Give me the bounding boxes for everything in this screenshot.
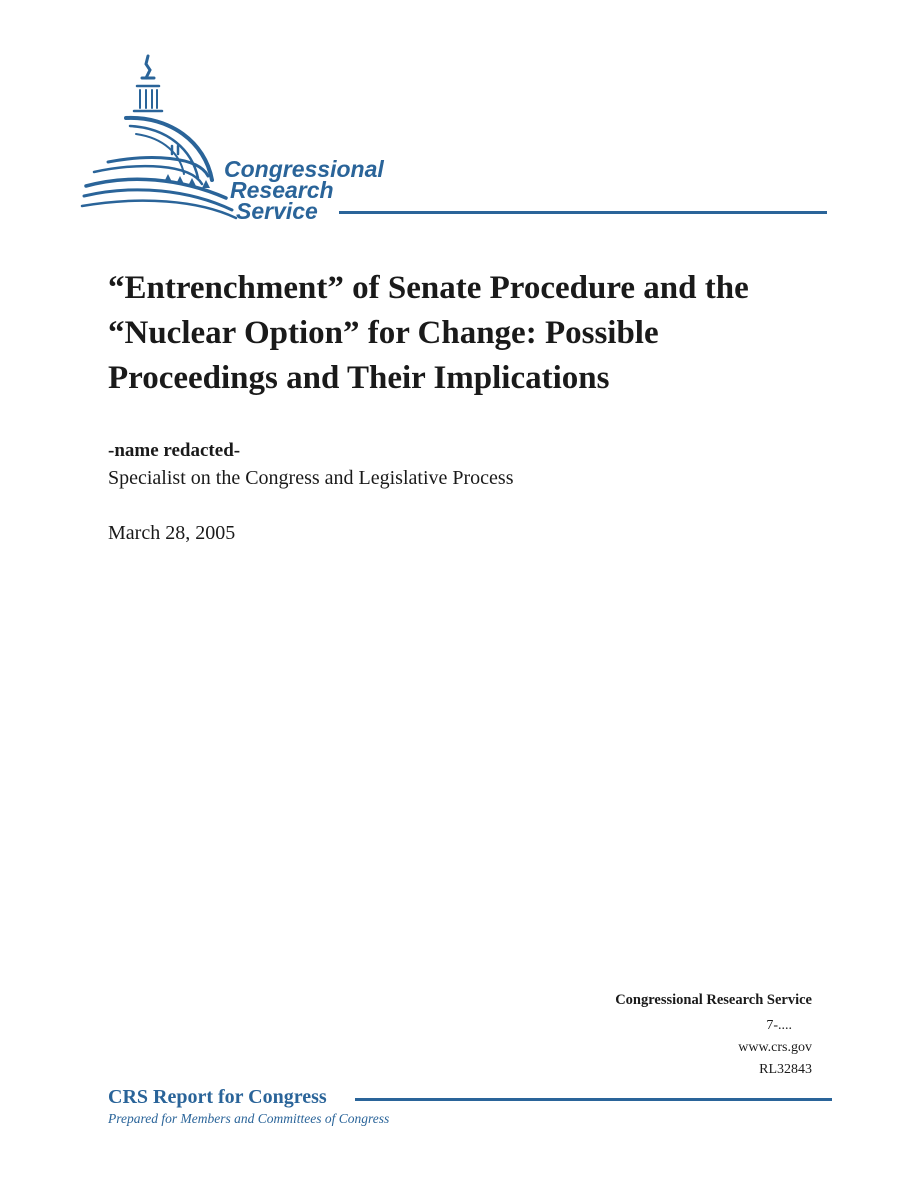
footer-subtitle: Prepared for Members and Committees of Congress — [108, 1111, 390, 1126]
logo-rule — [339, 211, 827, 214]
title-line-3: Proceedings and Their Implications — [108, 360, 610, 396]
footer-title: CRS Report for Congress — [108, 1086, 327, 1108]
crs-logo — [80, 50, 410, 225]
logo-text-line-2: Research — [230, 177, 334, 203]
report-title — [108, 266, 838, 401]
website-link[interactable]: www.crs.gov — [738, 1040, 812, 1055]
author-role: Specialist on the Congress and Legislative Process — [108, 467, 514, 489]
author-name: -name redacted- — [108, 440, 241, 461]
order-code: 7-.... — [766, 1018, 792, 1033]
report-date: March 28, 2005 — [108, 522, 236, 544]
logo-text-line-1: Congressional — [224, 156, 384, 182]
title-line-1: “Entrenchment” of Senate Procedure and the — [108, 270, 749, 306]
footer-rule — [355, 1098, 832, 1101]
report-number: RL32843 — [759, 1062, 812, 1077]
title-line-2: “Nuclear Option” for Change: Possible — [108, 315, 659, 351]
publisher-name: Congressional Research Service — [615, 992, 812, 1008]
logo-text-line-3: Service — [236, 198, 318, 224]
